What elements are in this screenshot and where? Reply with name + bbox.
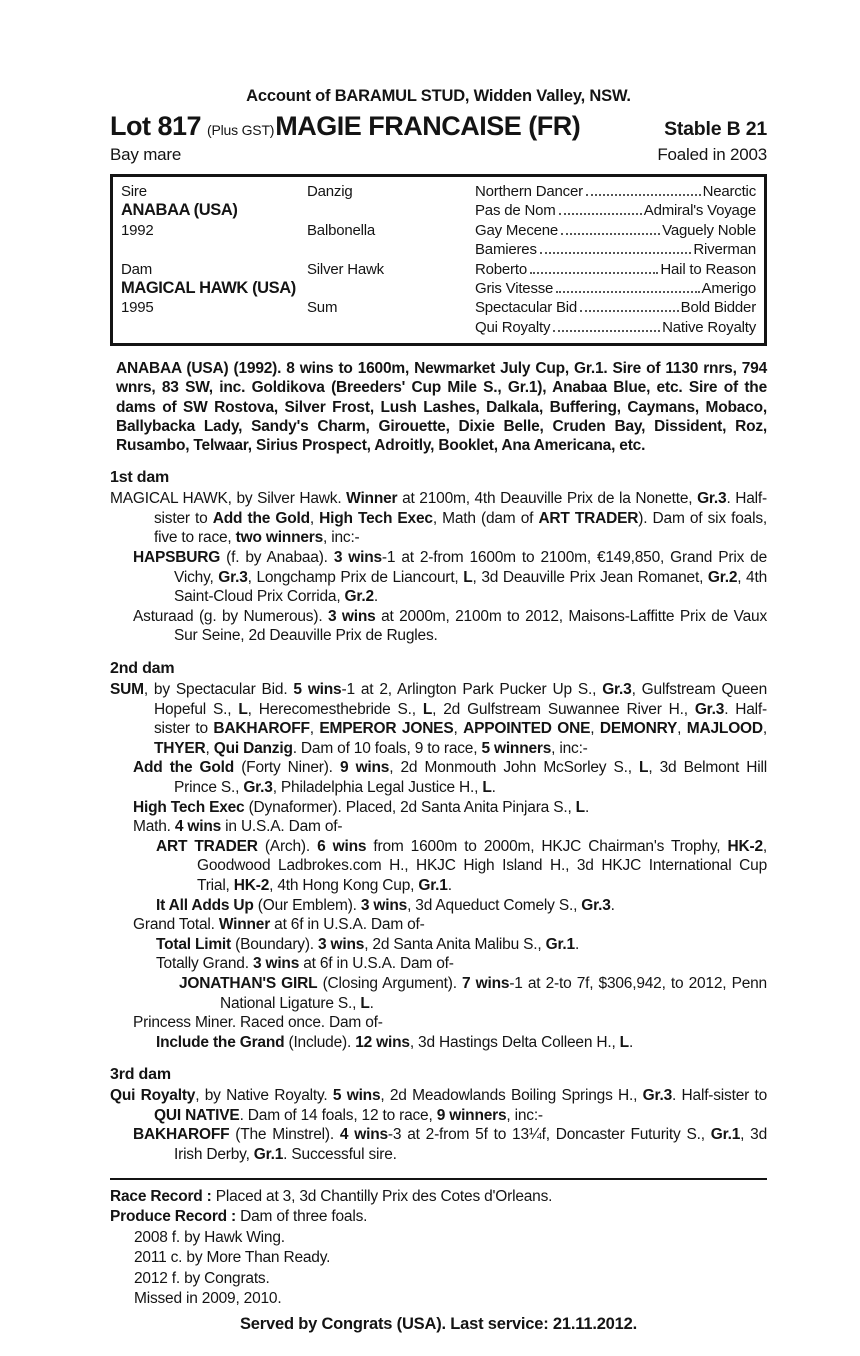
catalog-paragraph: SUM, by Spectacular Bid. 5 wins-1 at 2, Arlington Park Pucker Up S., Gr.3, Gulfstream Queen Hopeful S., L, Herecomesthebride S., L, 2d Gulfstream Suwannee River H., Gr.3. Half-sister to BAKHAROFF, EMPEROR JONES, APPOINTED ONE, DEMONRY, MAJLOOD, THYER, Qui Danzig. Dam of 10 foals, 9 to race, 5 winners, inc:-: [110, 681, 768, 757]
dam-name: MAGICAL HAWK (USA): [121, 279, 296, 298]
section-heading: 2nd dam: [110, 660, 175, 678]
pedigree-row: [121, 279, 756, 298]
catalog-paragraph: Grand Total. Winner at 6f in U.S.A. Dam of-: [133, 916, 425, 934]
produce-item: Missed in 2009, 2010.: [134, 1290, 282, 1308]
catalog-paragraph: Add the Gold (Forty Niner). 9 wins, 2d Monmouth John McSorley S., L, 3d Belmont Hill Prince S., Gr.3, Philadelphia Legal Justice H., L.: [133, 759, 767, 796]
catalog-paragraph: Total Limit (Boundary). 3 wins, 2d Santa Anita Malibu S., Gr.1.: [156, 935, 580, 953]
account-line: Account of BARAMUL STUD, Widden Valley, NSW.: [246, 87, 631, 105]
grandsire-name: Gay Mecene: [475, 221, 559, 239]
pedigree-row: [121, 318, 756, 337]
section-heading: 3rd dam: [110, 1066, 171, 1084]
gst-note: (Plus GST): [207, 122, 275, 138]
catalog-paragraph: HAPSBURG (f. by Anabaa). 3 wins-1 at 2-from 1600m to 2100m, €149,850, Grand Prix de Vichy, Gr.3, Longchamp Prix de Liancourt, L, 3d Deauville Prix Jean Romanet, Gr.2, 4th Saint-Cloud Prix Corrida, Gr.2.: [133, 549, 768, 606]
section-heading: 1st dam: [110, 469, 170, 487]
catalog-paragraph: Qui Royalty, by Native Royalty. 5 wins, 2d Meadowlands Boiling Springs H., Gr.3. Half-sister to QUI NATIVE. Dam of 14 foals, 12 to race, 9 winners, inc:-: [110, 1087, 768, 1124]
pedigree-cell-label: Sire: [121, 183, 147, 200]
pedigree-cell-grandparents: [475, 201, 756, 220]
great-grandsire-name: Nearctic: [702, 183, 756, 200]
catalog-paragraph: It All Adds Up (Our Emblem). 3 wins, 3d Aqueduct Comely S., Gr.3.: [156, 896, 615, 914]
pedigree-cell-grandparents: [475, 298, 756, 317]
pedigree-cell-parent: Danzig: [307, 183, 353, 200]
sire-year: 1992: [121, 221, 154, 239]
pedigree-cell-grandparents: [475, 240, 756, 259]
pedigree-cell-grandparents: [475, 279, 756, 298]
section-paragraphs: [110, 489, 767, 646]
catalog-paragraph: MAGICAL HAWK, by Silver Hawk. Winner at 2100m, 4th Deauville Prix de la Nonette, Gr.3. Half-sister to Add the Gold, High Tech Exec, Math (dam of ART TRADER). Dam of six foals, five to race, two winners, inc:-: [110, 490, 767, 547]
dot-leader: [540, 252, 692, 254]
pedigree-cell-parent: Sum: [307, 299, 338, 317]
catalog-paragraph: BAKHAROFF (The Minstrel). 4 wins-3 at 2-from 5f to 13¼f, Doncaster Futurity S., Gr.1, 3d Irish Derby, Gr.1. Successful sire.: [133, 1126, 767, 1164]
catalog-paragraph: ART TRADER (Arch). 6 wins from 1600m to 2000m, HKJC Chairman's Trophy, HK-2, Goodwood Ladbrokes.com H., HKJC High Island H., 3d HKJC International Cup Trial, HK-2, 4th Hong Kong Cup, Gr.1.: [156, 837, 767, 894]
pedigree-cell-label: Dam: [121, 260, 153, 278]
pedigree-row: [121, 201, 756, 220]
great-grandsire-name: Native Royalty: [662, 318, 756, 336]
section-3rd-dam: [110, 1065, 767, 1164]
pedigree-row: [121, 240, 756, 259]
great-grandsire-name: Admiral's Voyage: [643, 202, 756, 220]
pedigree-row: [121, 221, 756, 240]
pedigree-cell-grandparents: [475, 318, 756, 337]
horse-description: Bay mare: [110, 145, 182, 164]
catalog-paragraph: Princess Miner. Raced once. Dam of-: [133, 1014, 383, 1032]
granddam-name: Qui Royalty: [475, 318, 551, 336]
grandsire-name: Spectacular Bid: [475, 299, 578, 317]
produce-item: 2011 c. by More Than Ready.: [134, 1249, 331, 1267]
produce-record-line: Produce Record : Dam of three foals.: [110, 1208, 368, 1226]
catalog-paragraph: Totally Grand. 3 wins at 6f in U.S.A. Dam of-: [156, 955, 454, 973]
section-paragraphs: [110, 680, 767, 1052]
pedigree-cell-grandparents: [475, 260, 756, 279]
dot-leader: [553, 330, 660, 332]
stable-number: Stable B 21: [664, 118, 767, 140]
footer-divider: [110, 1178, 767, 1180]
pedigree-table: [110, 174, 767, 346]
catalog-paragraph: Include the Grand (Include). 12 wins, 3d Hastings Delta Colleen H., L.: [156, 1033, 634, 1051]
pedigree-cell-grandparents: [475, 221, 756, 240]
sire-name: ANABAA (USA): [121, 201, 238, 220]
race-record-line: Race Record : Placed at 3, 3d Chantilly Prix des Cotes d'Orleans.: [110, 1187, 553, 1205]
dot-leader: [559, 213, 642, 215]
pedigree-row: [121, 260, 756, 279]
great-grandsire-name: Bold Bidder: [680, 299, 756, 317]
granddam-name: Pas de Nom: [475, 202, 556, 220]
catalog-paragraph: High Tech Exec (Dynaformer). Placed, 2d Santa Anita Pinjara S., L.: [133, 798, 590, 816]
great-grandsire-name: Vaguely Noble: [662, 221, 756, 239]
great-grandsire-name: Hail to Reason: [660, 260, 756, 278]
section-1st-dam: [110, 468, 767, 646]
lot-title-line: [110, 111, 767, 142]
pedigree-cell-parent: Silver Hawk: [307, 260, 384, 278]
catalog-paragraph: Math. 4 wins in U.S.A. Dam of-: [133, 818, 343, 836]
horse-name: MAGIE FRANCAISE (FR): [275, 111, 581, 141]
produce-item: 2012 f. by Congrats.: [134, 1269, 270, 1287]
foaled-year: Foaled in 2003: [657, 145, 767, 164]
horse-subtitle-line: [110, 145, 767, 165]
served-by-line: Served by Congrats (USA). Last service: 21.11.2012.: [240, 1314, 637, 1333]
pedigree-cell-parent: Balbonella: [307, 221, 376, 239]
dot-leader: [586, 194, 701, 196]
catalog-paragraph: Asturaad (g. by Numerous). 3 wins at 2000m, 2100m to 2012, Maisons-Laffitte Prix de Vaux Sur Seine, 2d Deauville Prix de Rugles.: [133, 607, 767, 645]
pedigree-row: [121, 182, 756, 201]
granddam-name: Bamieres: [475, 241, 537, 259]
lot-number: Lot 817: [110, 111, 202, 141]
dam-year: 1995: [121, 299, 154, 317]
dot-leader: [561, 233, 660, 235]
great-grandsire-name: Amerigo: [701, 280, 756, 298]
sire-summary-paragraph: ANABAA (USA) (1992). 8 wins to 1600m, Newmarket July Cup, Gr.1. Sire of 1130 rnrs, 794 wnrs, 83 SW, inc. Goldikova (Breeders' Cup Mile S., Gr.1), Anabaa Blue, etc. Sire of the dams of SW Rostova, Silver Frost, Lush Lashes, Dalkala, Buffering, Caymans, Mobaco, Ballybacka Lady, Sandy's Charm, Girouette, Dixie Belle, Cruden Bay, Dissident, Roz, Rusambo, Telwaar, Sirius Prospect, Adroitly, Booklet, Ana Americana, etc.: [116, 360, 767, 455]
catalog-paragraph: JONATHAN'S GIRL (Closing Argument). 7 wins-1 at 2-to 7f, $306,942, to 2012, Penn National Ligature S., L.: [179, 974, 767, 1012]
section-2nd-dam: [110, 659, 767, 1052]
pedigree-row: [121, 298, 756, 317]
grandsire-name: Roberto: [475, 260, 527, 278]
granddam-name: Gris Vitesse: [475, 280, 554, 298]
dot-leader: [556, 291, 699, 293]
pedigree-cell-grandparents: [475, 182, 756, 201]
great-grandsire-name: Riverman: [693, 241, 756, 259]
dot-leader: [580, 310, 679, 312]
grandsire-name: Northern Dancer: [475, 183, 583, 200]
section-paragraphs: [110, 1086, 767, 1164]
dot-leader: [530, 272, 658, 274]
produce-item: 2008 f. by Hawk Wing.: [134, 1228, 285, 1246]
